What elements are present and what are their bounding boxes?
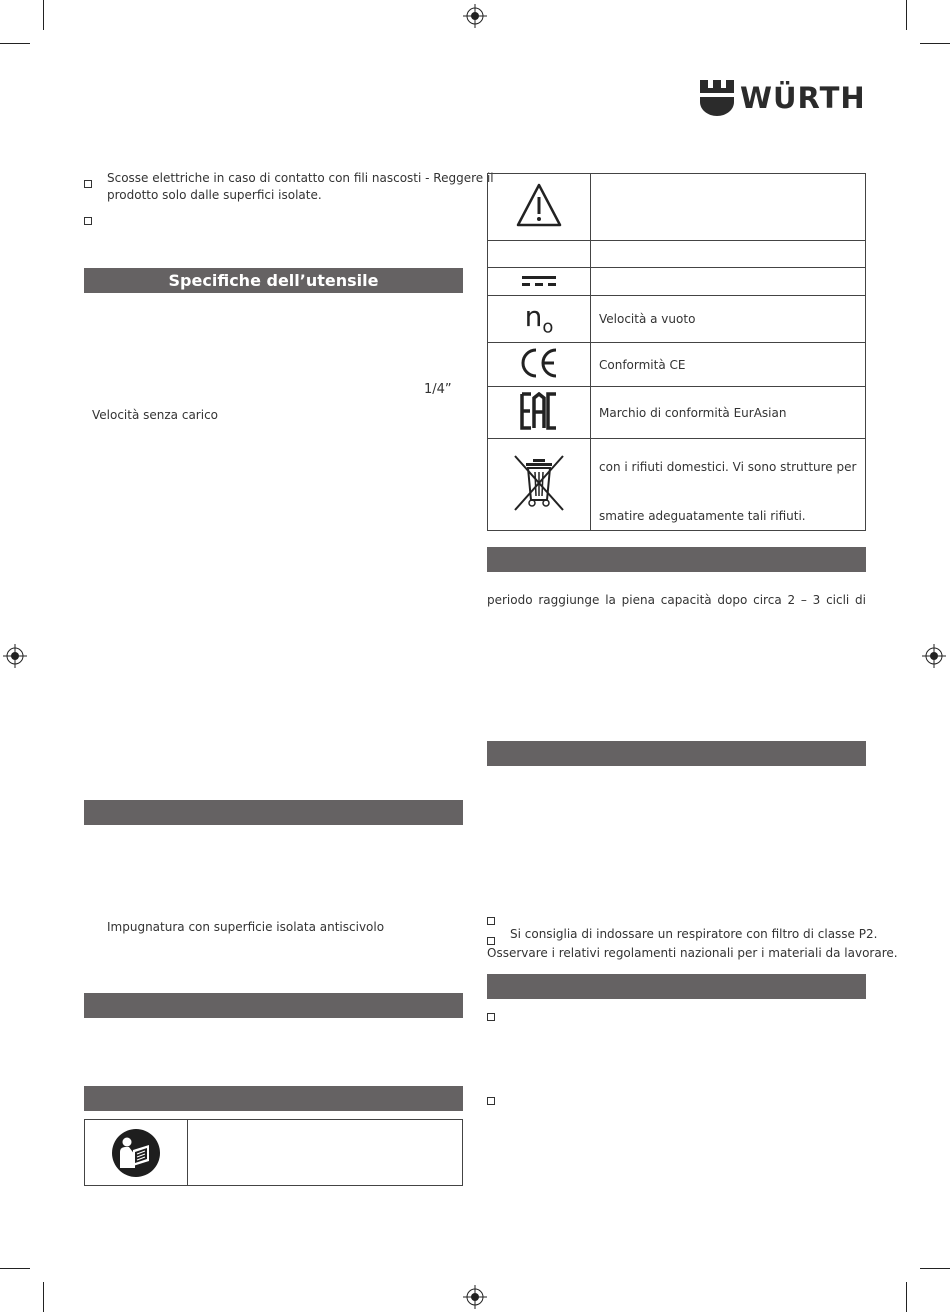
battery-charge-text: periodo raggiunge la piena capacità dopo circa 2 – 3 cicli di [487, 593, 866, 607]
weee-text-line-1: con i rifiuti domestici. Vi sono strutture per [599, 460, 857, 474]
crossed-bin-icon [509, 452, 569, 514]
symbol-cell [488, 174, 591, 241]
symbol-description [591, 174, 866, 241]
crop-mark [906, 1282, 907, 1312]
bullet-1-line-1: Scosse elettriche in caso di contatto con fili nascosti - Reggere il [107, 171, 494, 185]
brand-name: WÜRTH [740, 81, 866, 115]
symbol-description [591, 268, 866, 296]
registration-mark-icon [463, 4, 487, 28]
symbol-cell [488, 343, 591, 387]
crop-mark [906, 0, 907, 30]
checkbox-icon [84, 173, 92, 181]
no-load-subscript: o [542, 316, 554, 338]
crop-mark [920, 43, 950, 44]
crop-mark [920, 1268, 950, 1269]
table-row [488, 343, 866, 387]
crop-mark [43, 1282, 44, 1312]
symbol-cell [488, 387, 591, 439]
section-header [84, 1086, 463, 1111]
spec-label-noload: Velocità senza carico [92, 408, 219, 422]
regulations-text: Osservare i relativi regolamenti nazionali per i materiali da lavorare. [487, 946, 898, 960]
symbol-cell [488, 296, 591, 343]
respirator-text: Si consiglia di indossare un respiratore con filtro di classe P2. [510, 927, 878, 941]
crop-mark [0, 43, 30, 44]
no-load-symbol: n [524, 300, 543, 334]
checkbox-icon [487, 1090, 495, 1109]
direct-current-icon [522, 275, 556, 287]
checkbox-icon [84, 210, 92, 229]
section-title: Specifiche dell’utensile [168, 271, 379, 290]
crop-mark [43, 0, 44, 30]
manual-symbol-box [84, 1119, 463, 1186]
symbol-description: Marchio di conformità EurAsian [591, 387, 866, 439]
symbol-description: Conformità CE [591, 343, 866, 387]
symbol-cell [488, 241, 591, 268]
warning-triangle-icon [514, 181, 564, 229]
symbol-description [591, 241, 866, 268]
read-manual-icon [111, 1128, 161, 1178]
no-load-speed-icon [524, 300, 554, 338]
table-row [488, 174, 866, 241]
section-header [487, 547, 866, 572]
ce-mark-icon [518, 347, 560, 379]
symbol-description [591, 439, 866, 531]
symbol-description: Velocità a vuoto [591, 296, 866, 343]
symbol-cell [488, 268, 591, 296]
section-header [84, 993, 463, 1018]
grip-feature-text: Impugnatura con superficie isolata antiscivolo [107, 920, 385, 934]
symbol-table [487, 173, 866, 531]
wurth-logo-icon [700, 80, 734, 116]
registration-mark-icon [3, 644, 27, 668]
registration-mark-icon [463, 1285, 487, 1309]
weee-text-line-2: smatire adeguatamente tali rifiuti. [599, 509, 806, 523]
eac-mark-icon [520, 392, 558, 430]
crop-mark [0, 1268, 30, 1269]
spec-value-size: 1/4” [424, 382, 452, 397]
checkbox-icon [487, 910, 495, 929]
symbol-cell [488, 439, 591, 531]
table-row [488, 296, 866, 343]
section-header-specifications [84, 268, 463, 293]
table-row [488, 387, 866, 439]
table-divider [187, 1120, 188, 1185]
bullet-1-line-2: prodotto solo dalle superfici isolate. [107, 188, 322, 202]
table-row [488, 268, 866, 296]
section-header [487, 741, 866, 766]
registration-mark-icon [922, 644, 946, 668]
table-row [488, 241, 866, 268]
bullet-text [107, 170, 494, 204]
section-header [487, 974, 866, 999]
checkbox-icon [487, 1006, 495, 1025]
table-row [488, 439, 866, 531]
section-header [84, 800, 463, 825]
